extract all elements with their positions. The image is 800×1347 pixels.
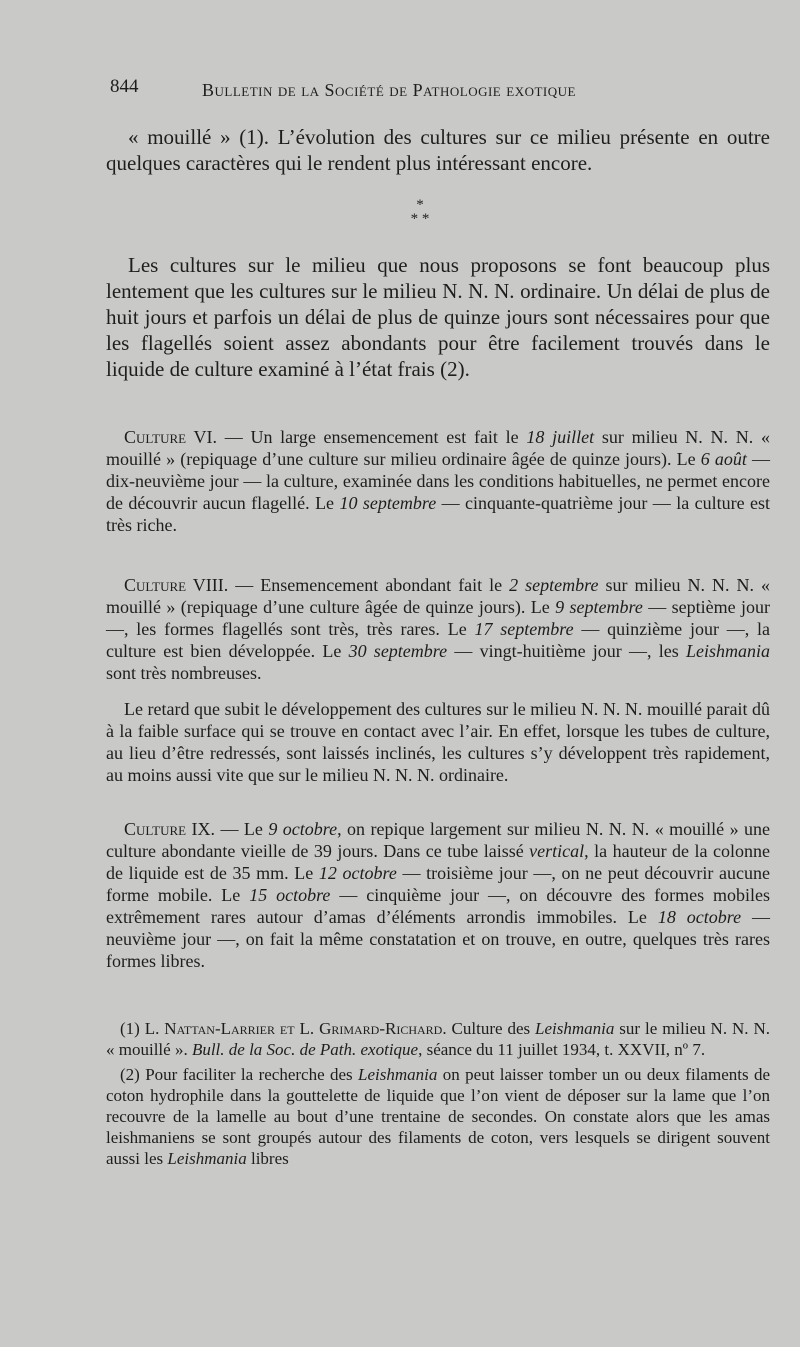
intro-text: « mouillé » (1). L’évolution des cultures sur ce milieu présente en outre quelques caractères qui le rendent plus intéressant encore. <box>106 125 770 175</box>
culture-ix-date-5: 18 octobre <box>657 907 742 927</box>
intro-paragraph <box>106 124 770 176</box>
cultures-paragraph <box>106 252 770 382</box>
footnote-1-leishmania: Leishmania <box>535 1019 615 1038</box>
cultures-text: Les cultures sur le milieu que nous proposons se font beaucoup plus lentement que les cultures sur le milieu N. N. N. ordinaire. Un délai de plus de huit jours et parfois un délai de plus de quinze jours sont nécessaires pour que les flagellés soient assez abondants pour être facilement trouvés dans le liquide de culture examiné à l’état frais (2). <box>106 253 770 381</box>
running-header <box>106 74 766 104</box>
footnote-1-text-2: sur le milieu N. N. N. « mouillé ». <box>106 1019 770 1059</box>
culture-viii-text-3: — septième jour —, les formes flagellés sont très, très rares. Le <box>106 597 770 639</box>
culture-ix-text-2: , on repique largement sur milieu N. N. N. « mouillé » une culture abondante vieille de 39 jours. Dans ce tube laissé <box>106 819 770 861</box>
culture-viii-label: Culture VIII. <box>124 575 229 595</box>
culture-viii-text-2: sur milieu N. N. N. « mouillé » (repiquage d’une culture âgée de quinze jours). Le <box>106 575 770 617</box>
culture-ix-text-4: — troisième jour —, on ne peut découvrir aucune forme mobile. Le <box>106 863 770 905</box>
footnote-2-text-2: on peut laisser tomber un ou deux filaments de coton hydrophile dans la gouttelette de liquide que l’on vient de déposer sur la lame que l’on recouvre de la lamelle au bout d’une trentaine de secondes. On constate alors que les amas leishmaniens se sont groupés autour des filaments de coton, vers lesquels se dirigent souvent aussi les <box>106 1065 770 1168</box>
culture-vi-text-2: sur milieu N. N. N. « mouillé » (repiquage d’une culture sur milieu ordinaire âgée de quinze jours). Le <box>106 427 770 469</box>
culture-vi-text-3: — dix-neuvième jour — la culture, examinée dans les conditions habituelles, ne permet encore de découvrir aucun flagellé. Le <box>106 449 770 513</box>
culture-vi-text-1: — Un large ensemencement est fait le <box>216 427 527 447</box>
culture-viii-date-4: 30 septembre <box>348 641 448 661</box>
culture-viii-paragraph <box>106 574 770 684</box>
footnote-2-number: (2) <box>120 1065 146 1084</box>
culture-viii-text-5: — vingt-huitième jour —, les <box>447 641 686 661</box>
culture-vi-label: Culture VI. <box>124 427 217 447</box>
culture-ix-vertical: vertical <box>529 841 585 861</box>
page-number: 844 <box>110 76 139 97</box>
culture-ix-label: Culture IX. <box>124 819 216 839</box>
separator-bottom-stars: * * <box>410 211 430 227</box>
culture-viii-date-2: 9 septembre <box>555 597 643 617</box>
culture-viii-text-4: — quinzième jour —, la culture est bien développée. Le <box>106 619 771 661</box>
footnote-2-text-3: libres <box>246 1149 289 1168</box>
culture-viii-leishmania: Leishmania <box>686 641 771 661</box>
journal-title: Bulletin de la Société de Pathologie exotique <box>202 80 576 100</box>
footnote-2 <box>106 1064 770 1169</box>
footnote-1-number: (1) <box>120 1019 145 1038</box>
culture-vi-date-1: 18 juillet <box>526 427 595 447</box>
culture-viii-date-3: 17 septembre <box>474 619 574 639</box>
retard-paragraph <box>106 698 770 786</box>
culture-ix-text-3: , la hauteur de la colonne de liquide est de 35 mm. Le <box>106 841 770 883</box>
separator-top-star: * <box>416 197 424 213</box>
culture-ix-date-1: 9 octobre <box>268 819 338 839</box>
footnote-2-leishmania-2: Leishmania <box>167 1149 247 1168</box>
retard-text: Le retard que subit le développement des cultures sur le milieu N. N. N. mouillé parait dû à la faible surface qui se trouve en contact avec l’air. En effet, lorsque les tubes de culture, au lieu d’être redressés, sont laissés inclinés, les cultures s’y développent très rapidement, au moins aussi vite que sur le milieu N. N. N. ordinaire. <box>106 699 770 785</box>
culture-vi-date-3: 10 septembre <box>339 493 437 513</box>
footnote-1-text-3: , séance du 11 juillet 1934, t. XXVII, nº 7. <box>418 1040 706 1059</box>
culture-vi-text-4: — cinquante-quatrième jour — la culture est très riche. <box>106 493 770 535</box>
culture-viii-text-6: sont très nombreuses. <box>106 663 262 683</box>
culture-ix-text-1: — Le <box>215 819 269 839</box>
culture-vi-paragraph <box>106 426 770 536</box>
footnotes <box>106 1018 770 1173</box>
culture-ix-date-3: 12 octobre <box>318 863 397 883</box>
culture-viii-text-1: — Ensemencement abondant fait le <box>228 575 510 595</box>
culture-vi-date-2: 6 août <box>700 449 747 469</box>
culture-viii-date-1: 2 septembre <box>509 575 599 595</box>
culture-ix-paragraph <box>106 818 770 972</box>
culture-ix-text-5: — cinquième jour —, on découvre des formes mobiles extrêmement rares autour d’amas d’éléments arrondis immobiles. Le <box>106 885 770 927</box>
footnote-1-text-1: Culture des <box>446 1019 536 1038</box>
footnote-1 <box>106 1018 770 1060</box>
footnote-1-authors: L. Nattan-Larrier et L. Grimard-Richard. <box>144 1019 447 1038</box>
culture-ix-text-6: — neuvième jour —, on fait la même constatation et on trouve, en outre, quelques très rares formes libres. <box>106 907 771 971</box>
section-separator <box>400 198 440 226</box>
culture-ix-date-4: 15 octobre <box>249 885 331 905</box>
footnote-1-journal: Bull. de la Soc. de Path. exotique <box>191 1040 419 1059</box>
footnote-2-text-1: Pour faciliter la recherche des <box>145 1065 359 1084</box>
footnote-2-leishmania-1: Leishmania <box>358 1065 438 1084</box>
